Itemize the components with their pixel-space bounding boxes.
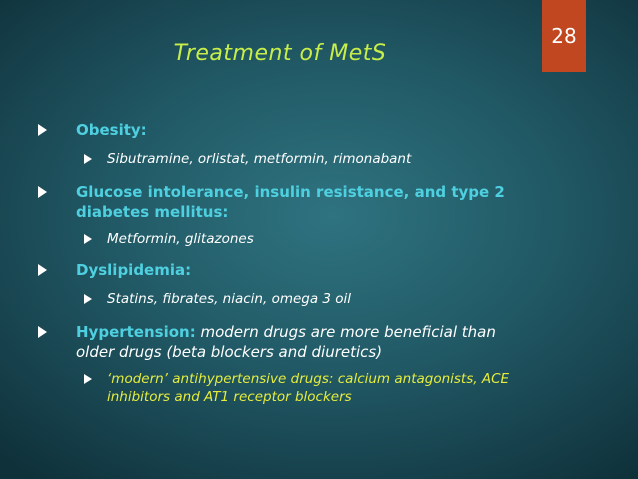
bullet-heading-obesity: Obesity: bbox=[76, 121, 147, 139]
bullet-heading-dyslipidemia: Dyslipidemia: bbox=[76, 261, 192, 279]
sub-bullet-hypertension-line1: ‘modern’ antihypertensive drugs: calcium antagonists, ACE bbox=[107, 371, 510, 387]
hypertension-label: Hypertension: bbox=[76, 323, 196, 341]
bullet-heading-glucose-line2: diabetes mellitus: bbox=[76, 203, 229, 221]
bullet-arrow-icon bbox=[38, 264, 47, 276]
sub-bullet-arrow-icon bbox=[84, 234, 92, 244]
sub-bullet-glucose-drugs: Metformin, glitazones bbox=[107, 231, 254, 247]
sub-bullet-arrow-icon bbox=[84, 374, 92, 384]
page-number-badge: 28 bbox=[542, 0, 586, 72]
sub-bullet-hypertension-line2: inhibitors and AT1 receptor blockers bbox=[107, 389, 352, 405]
slide-title: Treatment of MetS bbox=[173, 41, 387, 66]
sub-bullet-arrow-icon bbox=[84, 294, 92, 304]
bullet-arrow-icon bbox=[38, 186, 47, 198]
bullet-heading-hypertension-line1 bbox=[76, 322, 496, 342]
bullet-arrow-icon bbox=[38, 124, 47, 136]
bullet-arrow-icon bbox=[38, 326, 47, 338]
hypertension-text-line1: modern drugs are more beneficial than bbox=[195, 323, 496, 341]
bullet-heading-glucose-line1: Glucose intolerance, insulin resistance, and type 2 bbox=[76, 183, 505, 201]
sub-bullet-arrow-icon bbox=[84, 154, 92, 164]
sub-bullet-obesity-drugs: Sibutramine, orlistat, metformin, rimonabant bbox=[107, 151, 412, 167]
sub-bullet-dyslipidemia-drugs: Statins, fibrates, niacin, omega 3 oil bbox=[107, 291, 352, 307]
hypertension-text-line2: older drugs (beta blockers and diuretics) bbox=[76, 343, 383, 361]
